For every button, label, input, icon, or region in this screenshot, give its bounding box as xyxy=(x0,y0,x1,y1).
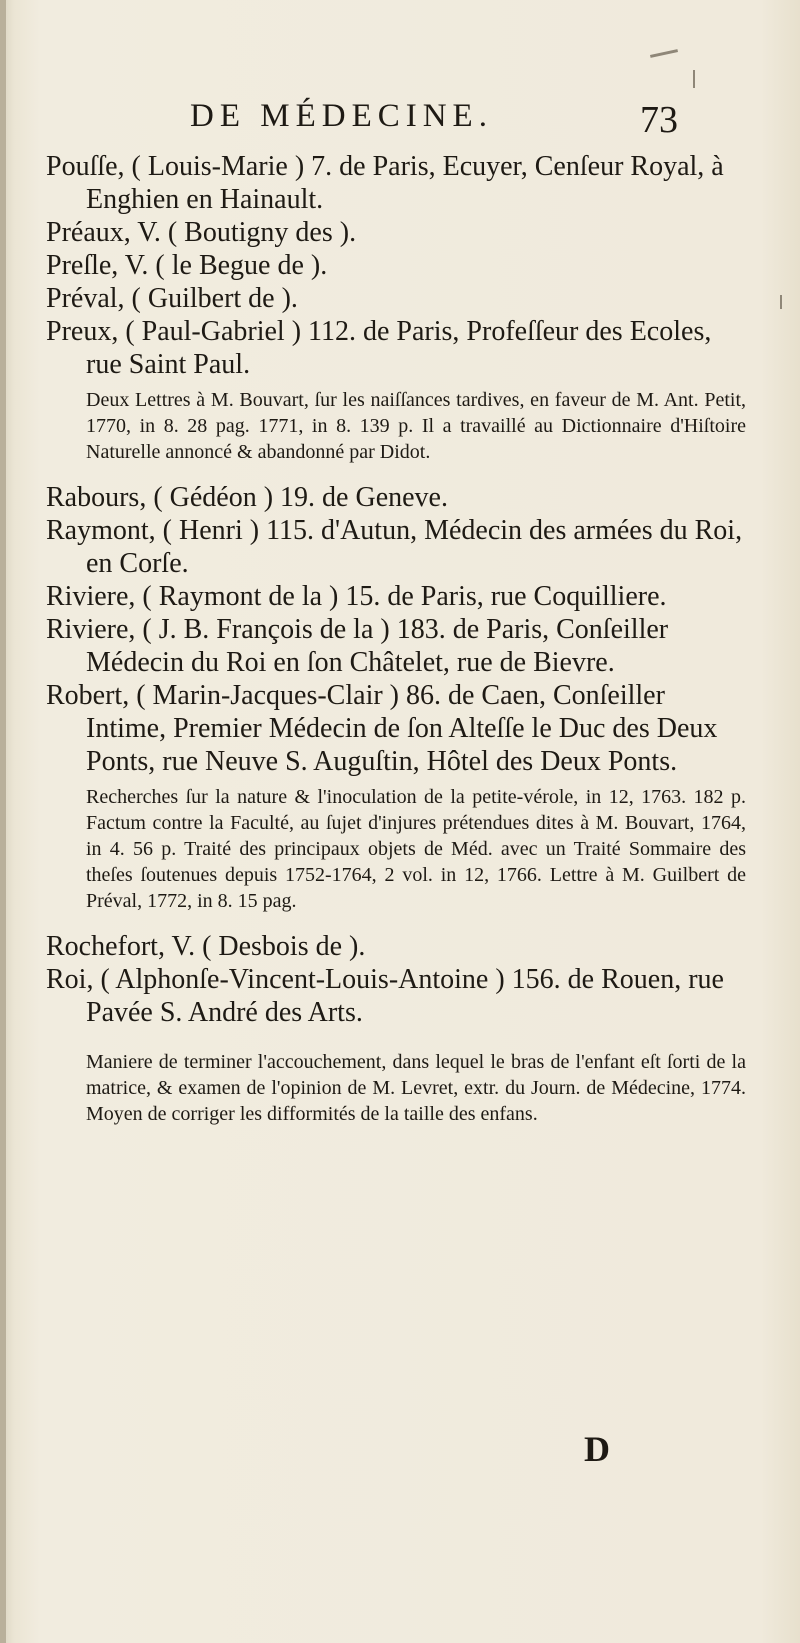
entry: Preſle, V. ( le Begue de ). xyxy=(46,250,328,281)
entry: Roi, ( Alphonſe-Vincent-Louis-Antoine ) 156. de Rouen, rue Pavée S. André des Arts. xyxy=(46,964,724,1028)
entry: Rabours, ( Gédéon ) 19. de Geneve. xyxy=(46,482,448,513)
page-gutter xyxy=(0,0,6,1643)
running-header: DE MÉDECINE. xyxy=(190,98,493,134)
entry: Robert, ( Marin-Jacques-Clair ) 86. de Caen, Conſeiller Intime, Premier Médecin de ſon Alteſſe le Duc des Deux Ponts, rue Neuve S. Auguſtin, Hôtel des Deux Ponts. xyxy=(46,680,718,777)
entry: Pouſſe, ( Louis-Marie ) 7. de Paris, Ecuyer, Cenſeur Royal, à Enghien en Hainault. xyxy=(46,151,724,215)
ink-mark xyxy=(780,295,782,309)
text-block xyxy=(46,150,746,1137)
page-number: 73 xyxy=(640,99,678,141)
entry: Préval, ( Guilbert de ). xyxy=(46,283,298,314)
entry: Préaux, V. ( Boutigny des ). xyxy=(46,217,357,248)
signature-mark: D xyxy=(584,1429,610,1469)
bibliographic-note: Deux Lettres à M. Bouvart, ſur les naiſſances tardives, en faveur de M. Ant. Petit, 1770, in 8. 28 pag. 1771, in 8. 139 p. Il a travaillé au Dictionnaire d'Hiſtoire Naturelle annoncé & abandonné par Didot. xyxy=(86,389,746,463)
entry: Raymont, ( Henri ) 115. d'Autun, Médecin des armées du Roi, en Corſe. xyxy=(46,515,743,579)
bibliographic-note: Maniere de terminer l'accouchement, dans lequel le bras de l'enfant eſt ſorti de la matrice, & examen de l'opinion de M. Levret, extr. du Journ. de Médecine, 1774. Moyen de corriger les difformités de la taille des enfans. xyxy=(86,1051,746,1125)
entry: Rochefort, V. ( Desbois de ). xyxy=(46,931,366,962)
entry: Riviere, ( J. B. François de la ) 183. de Paris, Conſeiller Médecin du Roi en ſon Châtelet, rue de Bievre. xyxy=(46,614,669,678)
entry: Riviere, ( Raymont de la ) 15. de Paris, rue Coquilliere. xyxy=(46,581,667,612)
bibliographic-note: Recherches ſur la nature & l'inoculation de la petite-vérole, in 12, 1763. 182 p. Factum contre la Faculté, au ſujet d'injures prétendues dites à M. Bouvart, 1764, in 4. 56 p. Traité des principaux objets de Méd. avec un Traité Sommaire des theſes ſoutenues depuis 1752-1764, 2 vol. in 12, 1766. Lettre à M. Guilbert de Préval, 1772, in 8. 15 pag. xyxy=(86,786,746,912)
entry: Preux, ( Paul-Gabriel ) 112. de Paris, Profeſſeur des Ecoles, rue Saint Paul. xyxy=(46,316,712,380)
ink-mark xyxy=(650,49,678,58)
ink-mark xyxy=(693,70,695,88)
